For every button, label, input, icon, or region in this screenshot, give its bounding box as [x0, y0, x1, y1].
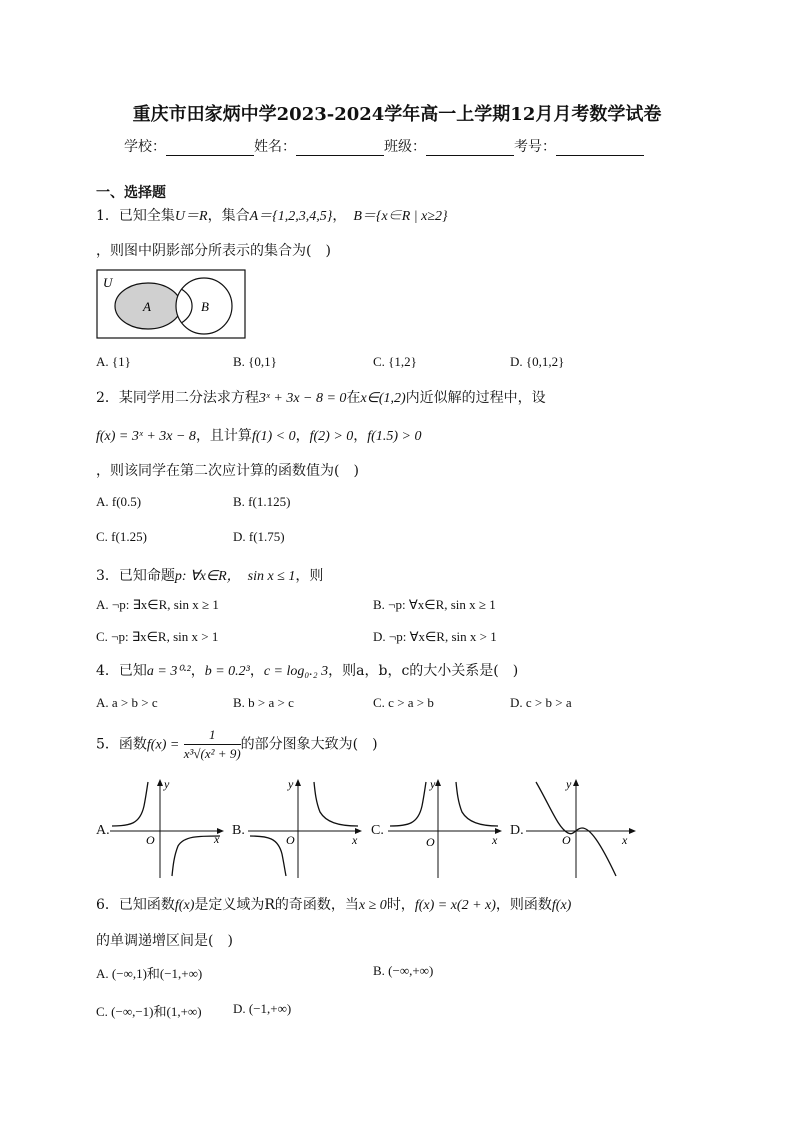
q2-text-c: 内近似解的过程中，设 [405, 390, 546, 406]
q3-option-c[interactable]: C. ¬p: ∃x∈R, sin x > 1 [96, 629, 219, 644]
q2-line3: ，则该同学在第二次应计算的函数值为( ) [96, 463, 359, 479]
q3-number: 3． [96, 568, 119, 584]
q3-stem [96, 565, 323, 585]
q3-proposition-b: sin x ≤ 1 [247, 569, 296, 584]
graph-d-x-arrow [629, 828, 636, 834]
q2-function-def: f(x) = 3ˣ + 3x − 8 [96, 429, 196, 444]
q2-equation: 3ˣ + 3x − 8 = 0 [258, 391, 347, 406]
graph-b-curve-right [314, 782, 358, 826]
q5-graph-c-label[interactable]: C. [371, 823, 384, 838]
q1-text-b: ，集合 [207, 208, 250, 224]
q4-c-def: c = log₀.₂ 3 [263, 664, 329, 679]
q6-number: 6． [96, 897, 119, 913]
q4-a-def: a = 3⁰·² [146, 664, 191, 679]
q5-graph-d-label[interactable]: D. [510, 823, 524, 838]
q5-numerator: 1 [184, 726, 241, 745]
graph-b-y-arrow [295, 779, 301, 786]
q2-line2 [96, 425, 421, 445]
q5-graph-b-label[interactable]: B. [232, 823, 245, 838]
q6-line2: 的单调递增区间是( ) [96, 933, 233, 949]
q2-f1: f(1) < 0 [251, 429, 296, 444]
q2-sep2: ， [353, 428, 368, 444]
q5-function-name: f(x) = [146, 737, 180, 753]
q6-fx: f(x) [174, 898, 195, 913]
venn-label-u: U [103, 275, 113, 290]
graph-a-x-label: x [214, 832, 220, 846]
q6-text-b: 是定义域为R的奇函数，当 [194, 897, 359, 913]
q1-venn-diagram [96, 268, 248, 342]
q2-sep1: ， [295, 428, 310, 444]
q6-text-c: 时， [386, 897, 415, 913]
q6-definition: f(x) = x(2 + x) [414, 898, 496, 913]
q4-sep2: ， [249, 663, 264, 679]
exam-title: 重庆市田家炳中学2023-2024学年高一上学期12月月考数学试卷 [132, 104, 662, 125]
graph-a-curve-left [112, 782, 148, 826]
graph-a-origin: O [146, 833, 155, 847]
venn-label-a: A [143, 299, 151, 314]
q1-line2: ，则图中阴影部分所表示的集合为( ) [96, 243, 331, 259]
q5-text-b: 的部分图象大致为( ) [240, 736, 378, 753]
q5-graph-b[interactable] [246, 776, 364, 880]
q4-stem [96, 660, 518, 680]
graph-d-x-label: x [622, 833, 628, 847]
name-label: 姓名： [254, 139, 296, 155]
q4-text-b: ，则a，b，c的大小关系是( ) [328, 663, 519, 679]
exam-no-blank [556, 141, 644, 156]
graph-b-x-label: x [352, 833, 358, 847]
graph-a-y-arrow [157, 779, 163, 786]
q5-denominator: x³√(x² + 9) [183, 746, 241, 761]
q1-option-d[interactable]: D. {0,1,2} [510, 354, 565, 369]
graph-c-origin: O [426, 835, 435, 849]
q2-option-b[interactable]: B. f(1.125) [233, 494, 291, 509]
q5-graph-d[interactable] [524, 776, 640, 880]
q2-text-b: 在 [346, 390, 361, 406]
venn-label-b: B [201, 299, 209, 314]
q1-set-b: B＝{x∈R | x≥2} [353, 209, 448, 224]
q3-option-a[interactable]: A. ¬p: ∃x∈R, sin x ≥ 1 [96, 597, 219, 612]
graph-c-curve-right [456, 782, 498, 826]
q6-option-b[interactable]: B. (−∞,+∞) [373, 963, 434, 978]
q6-condition: x ≥ 0 [358, 898, 387, 913]
graph-c-y-label: y [430, 777, 436, 791]
q6-option-d[interactable]: D. (−1,+∞) [233, 1001, 292, 1016]
q4-text-a: 已知 [118, 663, 147, 679]
q4-number: 4． [96, 663, 119, 679]
q6-option-a[interactable]: A. (−∞,1)和(−1,+∞) [96, 966, 203, 981]
q2-interval: x∈(1,2) [360, 391, 406, 406]
name-blank [296, 141, 384, 156]
q2-text-d: ，且计算 [195, 428, 252, 444]
q4-option-a[interactable]: A. a > b > c [96, 695, 158, 710]
graph-b-curve-left [250, 836, 286, 876]
q5-number: 5． [96, 736, 119, 753]
q5-graph-c[interactable] [386, 776, 504, 880]
class-label: 班级： [384, 139, 426, 155]
q6-text-d: ，则函数 [495, 897, 552, 913]
exam-no-label: 考号： [514, 139, 556, 155]
q6-stem [96, 894, 571, 914]
school-blank [166, 141, 254, 156]
graph-c-x-label: x [492, 833, 498, 847]
graph-d-y-arrow [573, 779, 579, 786]
q4-sep1: ， [190, 663, 205, 679]
q2-stem [96, 387, 546, 407]
q5-fraction [184, 726, 241, 763]
q1-text-c: ， [332, 208, 340, 224]
q1-number: 1． [96, 208, 119, 224]
class-blank [426, 141, 514, 156]
q4-option-b[interactable]: B. b > a > c [233, 695, 294, 710]
q6-option-c[interactable]: C. (−∞,−1)和(1,+∞) [96, 1004, 202, 1019]
q6-fx2: f(x) [551, 898, 572, 913]
q3-option-d[interactable]: D. ¬p: ∀x∈R, sin x > 1 [373, 629, 497, 644]
q3-proposition: p: ∀x∈R， [174, 569, 234, 584]
graph-a-y-label: y [164, 777, 170, 791]
q5-text-a: 函数 [118, 736, 147, 753]
graph-d-y-label: y [566, 777, 572, 791]
q5-graph-a-label[interactable]: A. [96, 823, 110, 838]
graph-b-y-label: y [288, 777, 294, 791]
q3-option-b[interactable]: B. ¬p: ∀x∈R, sin x ≥ 1 [373, 597, 496, 612]
q2-f15: f(1.5) > 0 [367, 429, 422, 444]
q5-stem [96, 726, 378, 763]
q3-text-a: 已知命题 [118, 568, 175, 584]
q2-option-a[interactable]: A. f(0.5) [96, 494, 142, 509]
q5-graph-a[interactable] [108, 776, 226, 880]
q6-text-a: 已知函数 [118, 897, 175, 913]
q2-f2: f(2) > 0 [309, 429, 354, 444]
q2-text-a: 某同学用二分法求方程 [118, 390, 259, 406]
student-info [124, 136, 644, 156]
graph-d-origin: O [562, 833, 571, 847]
q1-stem [96, 205, 448, 225]
graph-a-curve-right [172, 836, 220, 876]
q1-option-c[interactable]: C. {1,2} [373, 354, 417, 369]
q2-option-d[interactable]: D. f(1.75) [233, 529, 285, 544]
q4-option-d[interactable]: D. c > b > a [510, 695, 572, 710]
q2-number: 2． [96, 390, 119, 406]
q4-b-def: b = 0.2³ [204, 664, 250, 679]
section-heading: 一、选择题 [96, 185, 166, 201]
q1-set-a: A＝{1,2,3,4,5} [249, 209, 333, 224]
q1-text-a: 已知全集 [118, 208, 175, 224]
q4-option-c[interactable]: C. c > a > b [373, 695, 434, 710]
q2-option-c[interactable]: C. f(1.25) [96, 529, 147, 544]
q1-option-b[interactable]: B. {0,1} [233, 354, 277, 369]
school-label: 学校： [124, 139, 166, 155]
q1-universal-set: U＝R [174, 209, 208, 224]
graph-c-y-arrow [435, 779, 441, 786]
q3-text-b: ，则 [295, 568, 324, 584]
q1-option-a[interactable]: A. {1} [96, 354, 131, 369]
graph-c-curve-left [390, 782, 426, 826]
graph-b-origin: O [286, 833, 295, 847]
